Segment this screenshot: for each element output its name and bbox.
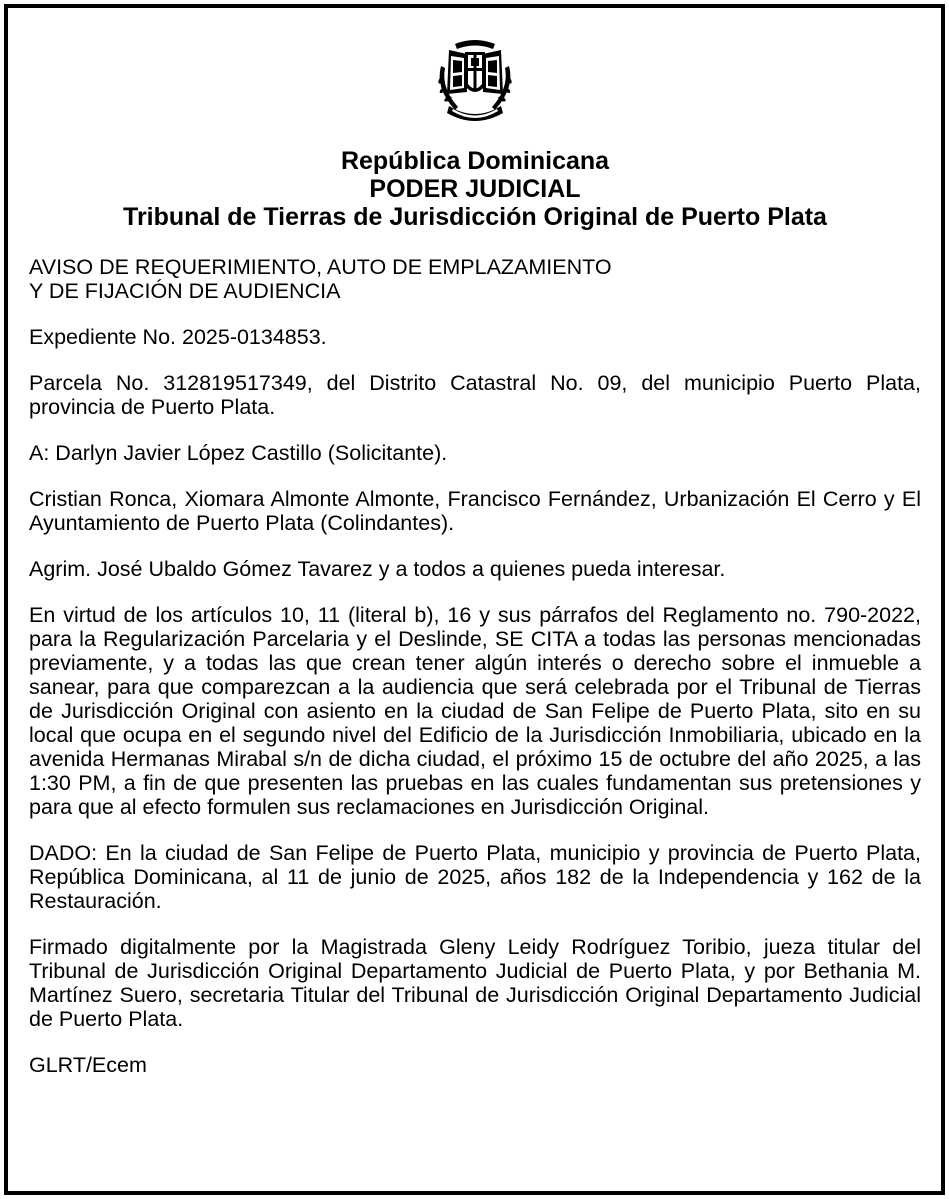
adjoining-parties: Cristian Ronca, Xiomara Almonte Almonte, Francisco Fernández, Urbanización El Cerro y El Ayuntamiento de Puerto Plata (Colindantes). <box>29 487 921 535</box>
judicial-branch: PODER JUDICIAL <box>369 175 581 203</box>
dated-paragraph: DADO: En la ciudad de San Felipe de Puerto Plata, municipio y provincia de Puerto Plata, República Dominicana, al 11 de junio de 2025, años 182 de la Independencia y 162 de la Restauración. <box>29 841 921 913</box>
notice-title <box>29 255 921 303</box>
notice-title-line-1: AVISO DE REQUERIMIENTO, AUTO DE EMPLAZAMIENTO <box>29 255 612 279</box>
coat-of-arms <box>29 36 921 130</box>
dominican-republic-coat-of-arms-icon <box>427 36 523 128</box>
summons-body: En virtud de los artículos 10, 11 (literal b), 16 y sus párrafos del Reglamento no. 790-2022, para la Regularización Parcelaria y el Deslinde, SE CITA a todas las personas mencionadas previamente, y a todas las que crean tener algún interés o derecho sobre el inmueble a sanear, para que comparezcan a la audiencia que será celebrada por el Tribunal de Tierras de Jurisdicción Original con asiento en la ciudad de San Felipe de Puerto Plata, sito en su local que ocupa en el segundo nivel del Edificio de la Jurisdicción Inmobiliaria, ubicado en la avenida Hermanas Mirabal s/n de dicha ciudad, el próximo 15 de octubre del año 2025, a las 1:30 PM, a fin de que presenten las pruebas en las cuales fundamentan sus pretensiones y para que al efecto formulen sus reclamaciones en Jurisdicción Original. <box>29 603 921 819</box>
case-number: Expediente No. 2025-0134853. <box>29 325 327 349</box>
reference-initials: GLRT/Ecem <box>29 1053 147 1077</box>
surveyor-and-interested: Agrim. José Ubaldo Gómez Tavarez y a todos a quienes pueda interesar. <box>29 557 726 581</box>
country-name: República Dominicana <box>340 147 610 175</box>
court-name: Tribunal de Tierras de Jurisdicción Original de Puerto Plata <box>123 203 827 231</box>
applicant: A: Darlyn Javier López Castillo (Solicitante). <box>29 441 448 465</box>
notice-border <box>4 4 945 1195</box>
signature-paragraph: Firmado digitalmente por la Magistrada Gleny Leidy Rodríguez Toribio, jueza titular del Tribunal de Jurisdicción Original Departamento Judicial de Puerto Plata, y por Bethania M. Martínez Suero, secretaria Titular del Tribunal de Jurisdicción Original Departamento Judicial de Puerto Plata. <box>29 935 921 1031</box>
notice-title-line-2: Y DE FIJACIÓN DE AUDIENCIA <box>29 279 341 303</box>
court-header <box>29 147 921 231</box>
notice-content <box>29 36 921 1077</box>
parcel-description: Parcela No. 312819517349, del Distrito Catastral No. 09, del municipio Puerto Plata, provincia de Puerto Plata. <box>29 371 921 419</box>
